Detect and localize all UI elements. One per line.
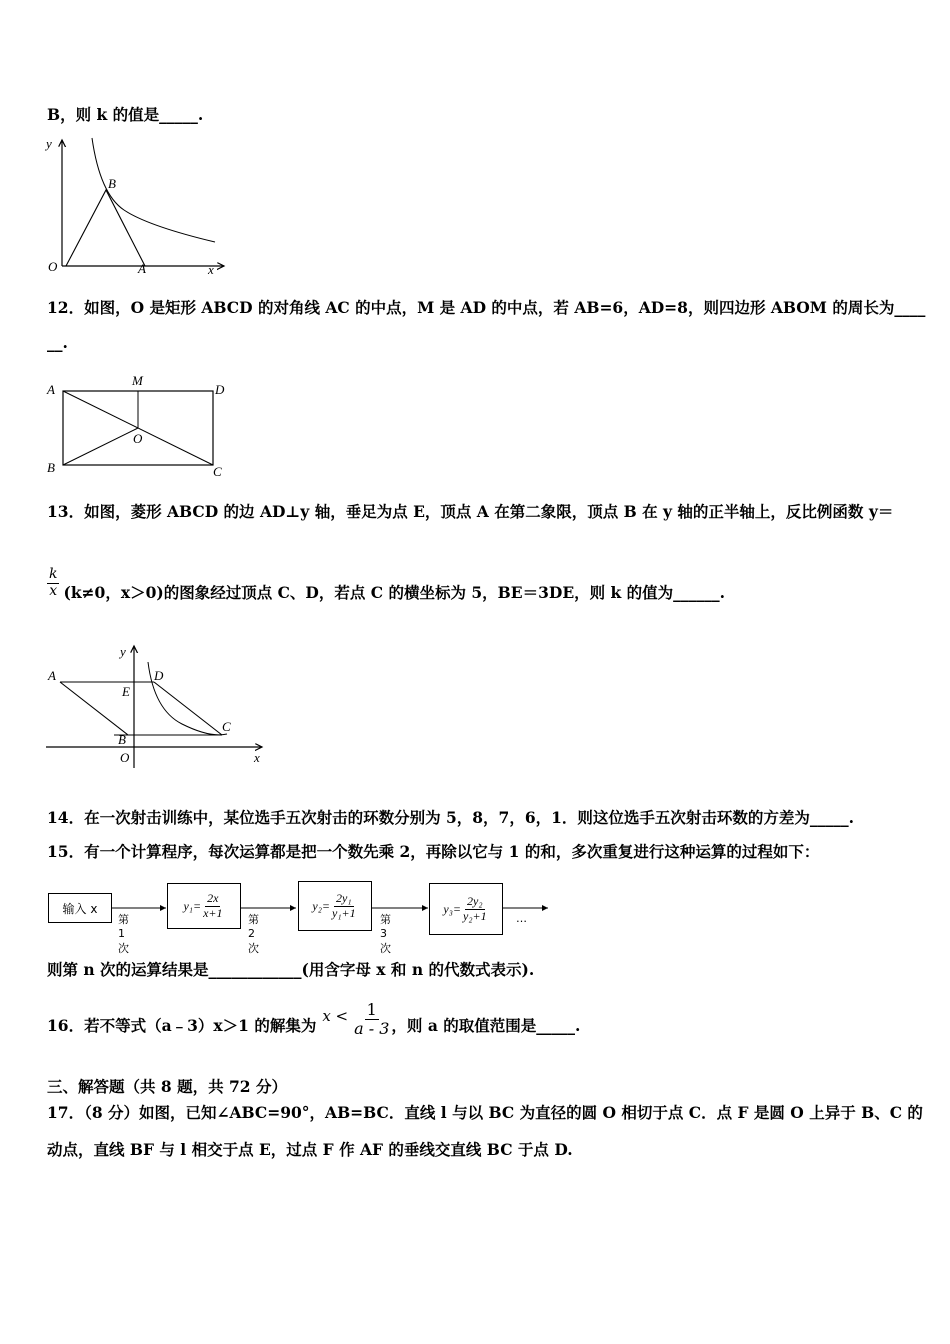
fig11-label-O: O — [48, 259, 58, 274]
q13-line2 — [47, 563, 725, 603]
q16-lhs: x < — [322, 1007, 349, 1025]
flow-input-box: 输入 x — [48, 893, 112, 923]
q12-line2: __. — [47, 333, 68, 352]
q16-prefix: 16．若不等式（a﹣3）x＞1 的解集为 — [47, 1016, 317, 1035]
fig12-diagonal-BO — [63, 428, 138, 465]
fig13-label-C: C — [222, 719, 231, 734]
q14-text: 14．在一次射击训练中，某位选手五次射击的环数分别为 5，8，7，6，1．则这位选手五次射击环数的方差为_____. — [47, 808, 855, 827]
fig13-label-y: y — [120, 644, 126, 659]
figure-q11 — [40, 134, 230, 280]
fig13-label-O: O — [120, 750, 130, 765]
figure-q12 — [42, 372, 232, 480]
fig11-label-B: B — [108, 176, 116, 191]
fig13-label-D: D — [154, 668, 164, 683]
fig12-label-O: O — [133, 431, 143, 446]
flow-box-y2 — [298, 881, 372, 931]
flow-box-y1 — [167, 883, 241, 929]
flow-y2-den: y₁+1 — [332, 905, 356, 920]
fig12-label-B: B — [47, 460, 55, 475]
flow-step-1: 第 1 次 — [118, 913, 129, 955]
figure-q13 — [42, 640, 272, 770]
q16-num: 1 — [366, 999, 377, 1019]
q15-line2: 则第 n 次的运算结果是____________(用含字母 x 和 n 的代数式表示). — [47, 960, 535, 979]
q12-line1: 12．如图，O 是矩形 ABCD 的对角线 AC 的中点，M 是 AD 的中点，若 AB=6，AD=8，则四边形 ABOM 的周长为____ — [47, 298, 926, 317]
fig11-label-y: y — [46, 136, 52, 151]
q11-tail-text: B，则 k 的值是_____. — [47, 105, 204, 124]
flow-y3-den: y₂+1 — [463, 908, 487, 923]
fig13-label-A: A — [48, 668, 56, 683]
flow-box-y3 — [429, 883, 503, 935]
fig12-label-M: M — [132, 373, 143, 388]
fig11-label-A: A — [138, 261, 146, 276]
q17-line2: 动点，直线 BF 与 l 相交于点 E，过点 F 作 AF 的垂线交直线 BC 于点 D. — [47, 1140, 573, 1159]
flow-y2-lhs: y₂= — [312, 898, 330, 913]
q13-line1: 13．如图，菱形 ABCD 的边 AD⊥y 轴，垂足为点 E，顶点 A 在第二象限，顶点 B 在 y 轴的正半轴上，反比例函数 y＝ — [47, 502, 894, 521]
fig11-triangle — [66, 190, 145, 266]
flow-y2-num: 2y₁ — [336, 891, 352, 906]
flow-step-3: 第 3 次 — [380, 913, 391, 955]
flow-step-2: 第 2 次 — [248, 913, 259, 955]
q13-line2-text: (k≠0，x＞0)的图象经过顶点 C、D，若点 C 的横坐标为 5，BE＝3DE，则 k 的值为______. — [63, 583, 726, 602]
q13-frac-num: k — [49, 566, 58, 583]
section3-heading: 三、解答题（共 8 题，共 72 分） — [47, 1077, 287, 1096]
flow-y1-lhs: y₁= — [183, 898, 202, 913]
q13-fraction — [47, 567, 59, 599]
fig12-label-D: D — [215, 382, 225, 397]
flow-y1-frac — [201, 892, 224, 919]
fig13-label-B: B — [118, 732, 126, 747]
fig13-label-x: x — [254, 750, 260, 765]
fig11-label-x: x — [208, 262, 214, 277]
q16-den: a - 3 — [354, 1018, 390, 1038]
q16-fraction — [352, 1001, 391, 1037]
flow-y3-lhs: y₃= — [443, 901, 461, 916]
q16-line — [47, 995, 580, 1043]
flow-y1-num: 2x — [207, 891, 219, 906]
q13-frac-den: x — [49, 582, 58, 599]
q17-line1: 17．（8 分）如图，已知∠ABC=90°，AB=BC．直线 l 与以 BC 为直径的圆 O 相切于点 C．点 F 是圆 O 上异于 B、C 的 — [47, 1103, 923, 1122]
flow-y3-num: 2y₂ — [467, 894, 483, 909]
flow-y3-frac — [461, 895, 489, 922]
fig12-label-C: C — [213, 464, 222, 479]
fig12-label-A: A — [47, 382, 55, 397]
fig13-label-E: E — [122, 684, 130, 699]
flow-ellipsis: … — [516, 912, 527, 925]
flow-y2-frac — [330, 892, 358, 919]
flow-y1-den: x+1 — [203, 905, 223, 920]
fig13-side-AB — [60, 682, 128, 735]
q15-line1: 15．有一个计算程序，每次运算都是把一个数先乘 2，再除以它与 1 的和，多次重复进行这种运算的过程如下： — [47, 842, 820, 861]
q16-suffix: ，则 a 的取值范围是_____. — [391, 1016, 581, 1035]
